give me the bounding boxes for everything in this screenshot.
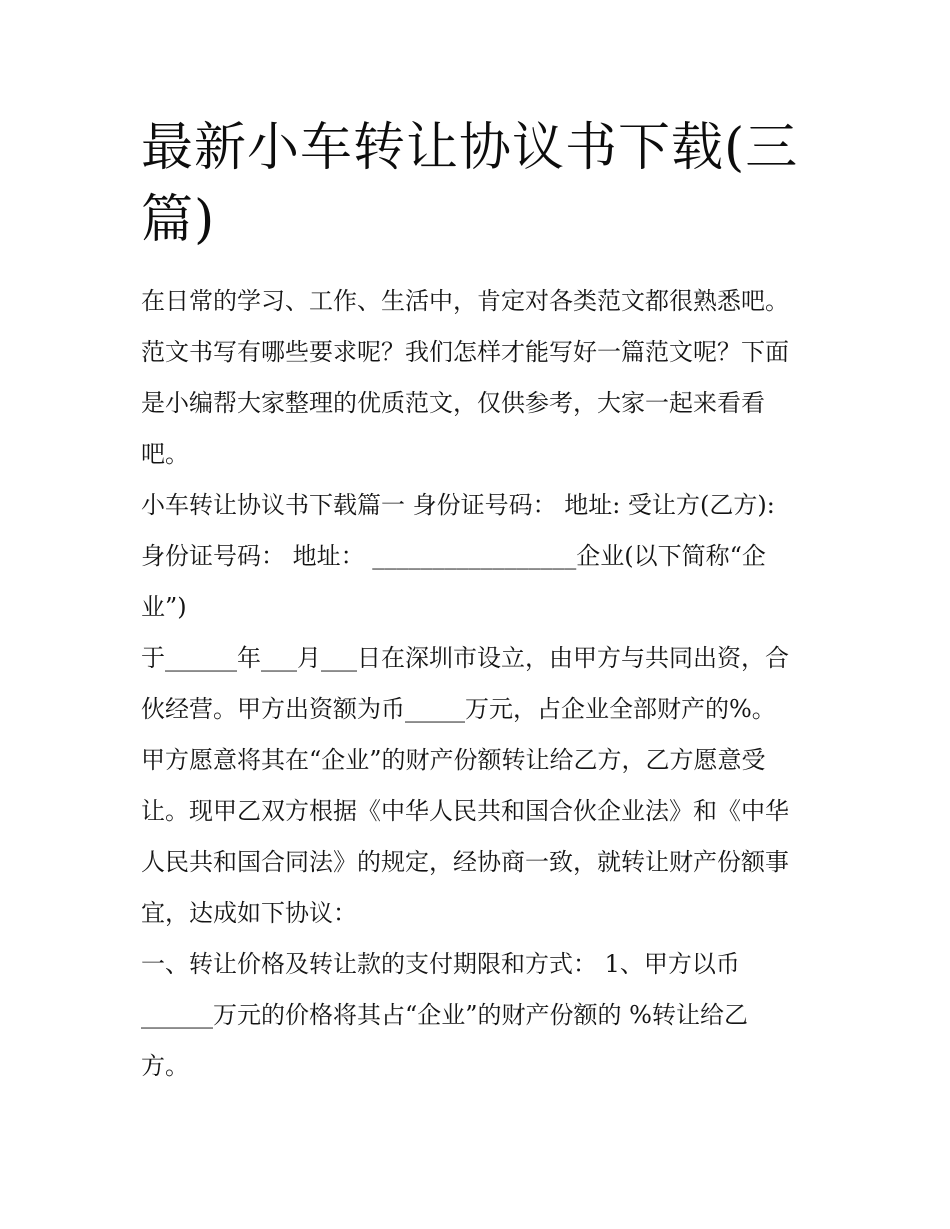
- paragraph-line: 身份证号码： 地址： _________________企业(以下简称“企: [141, 542, 766, 570]
- paragraph-line: 吧。: [141, 440, 189, 468]
- paragraph-line: 范文书写有哪些要求呢？我们怎样才能写好一篇范文呢？下面: [141, 338, 789, 366]
- paragraph-line: 一、转让价格及转让款的支付期限和方式： 1、甲方以币: [141, 950, 740, 978]
- paragraph-line: 业”): [141, 593, 187, 621]
- paragraph-line: 于______年___月___日在深圳市设立，由甲方与共同出资，合: [141, 644, 789, 672]
- document-title: [141, 112, 821, 256]
- paragraph-line: 小车转让协议书下载篇一 身份证号码： 地址: 受让方(乙方):: [141, 491, 775, 519]
- title-line-2: 篇): [141, 190, 216, 250]
- paragraph-line: 甲方愿意将其在“企业”的财产份额转让给乙方，乙方愿意受: [141, 746, 766, 774]
- paragraph-line: 人民共和国合同法》的规定，经协商一致，就转让财产份额事: [141, 848, 789, 876]
- document-body: [141, 276, 821, 1092]
- title-line-1: 最新小车转让协议书下载(三: [141, 118, 799, 178]
- paragraph-line: 是小编帮大家整理的优质范文，仅供参考，大家一起来看看: [141, 389, 765, 417]
- paragraph-line: 方。: [141, 1052, 189, 1080]
- paragraph-line: 让。现甲乙双方根据《中华人民共和国合伙企业法》和《中华: [141, 797, 789, 825]
- paragraph-line: 伙经营。甲方出资额为币_____万元，占企业全部财产的%。: [141, 695, 776, 723]
- paragraph-line: 在日常的学习、工作、生活中，肯定对各类范文都很熟悉吧。: [141, 287, 789, 315]
- paragraph-line: ______万元的价格将其占“企业”的财产份额的 %转让给乙: [141, 1001, 748, 1029]
- paragraph-line: 宜，达成如下协议：: [141, 899, 357, 927]
